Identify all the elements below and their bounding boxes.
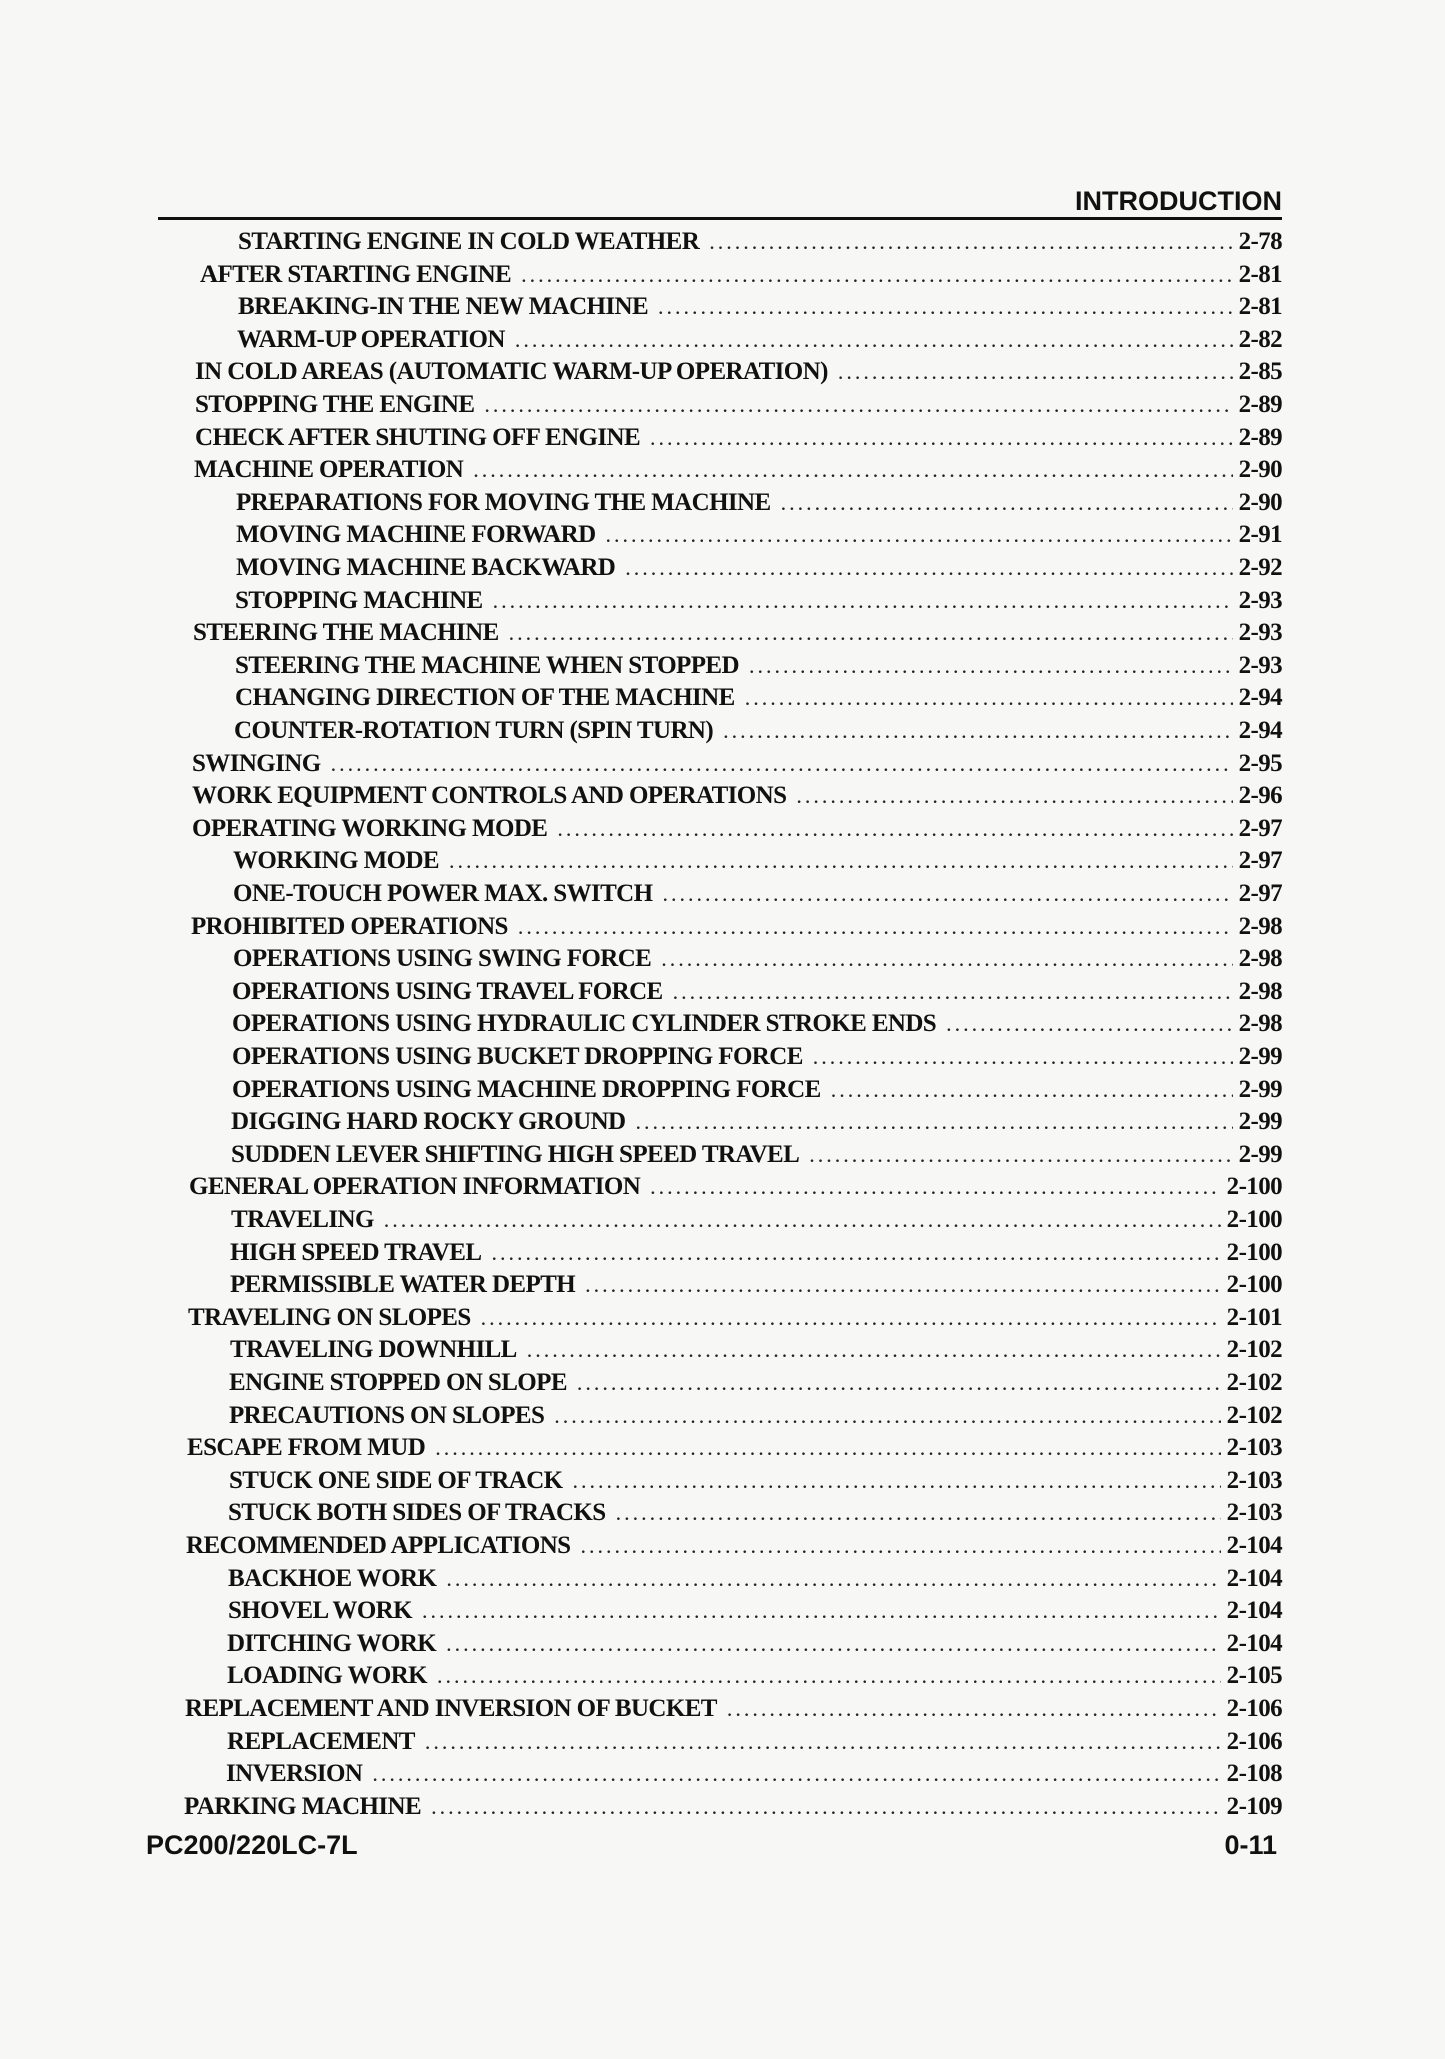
toc-leader-dots — [473, 457, 1232, 483]
toc-entry-title: ESCAPE FROM MUD — [187, 1434, 426, 1461]
toc-leader-dots — [745, 685, 1233, 711]
toc-entry-page: 2-99 — [1238, 1043, 1282, 1070]
toc-leader-dots — [481, 1305, 1221, 1331]
toc-entry — [227, 1662, 1282, 1694]
toc-entry — [236, 489, 1282, 521]
toc-entry-title: SWINGING — [192, 750, 321, 777]
toc-entry-page: 2-103 — [1226, 1467, 1282, 1494]
toc-entry — [234, 717, 1282, 749]
toc-entry — [236, 554, 1282, 586]
toc-entry-title: TRAVELING — [231, 1206, 374, 1233]
toc-leader-dots — [484, 392, 1232, 418]
toc-entry-page: 2-102 — [1226, 1369, 1282, 1396]
toc-leader-dots — [727, 1696, 1221, 1722]
toc-entry-page: 2-92 — [1238, 554, 1282, 581]
toc-entry — [227, 1728, 1282, 1760]
toc-entry — [233, 847, 1282, 879]
toc-entry — [233, 880, 1282, 912]
toc-entry-page: 2-102 — [1226, 1402, 1282, 1429]
toc-entry-title: OPERATIONS USING HYDRAULIC CYLINDER STROKE ENDS — [232, 1010, 937, 1037]
toc-leader-dots — [515, 327, 1233, 353]
toc-entry — [238, 228, 1282, 260]
toc-leader-dots — [437, 1663, 1221, 1689]
toc-entry-title: BACKHOE WORK — [228, 1565, 437, 1592]
toc-entry — [238, 293, 1282, 325]
toc-entry-page: 2-109 — [1226, 1793, 1282, 1820]
toc-entry-page: 2-98 — [1238, 913, 1282, 940]
toc-entry-page: 2-96 — [1238, 782, 1282, 809]
toc-entry-title: SHOVEL WORK — [228, 1597, 412, 1624]
footer-page-number: 0-11 — [1224, 1830, 1277, 1860]
toc-entry-title: CHANGING DIRECTION OF THE MACHINE — [235, 684, 735, 711]
toc-leader-dots — [585, 1272, 1221, 1298]
toc-entry-page: 2-89 — [1238, 424, 1282, 451]
toc-entry-page: 2-97 — [1238, 815, 1282, 842]
toc-entry-title: LOADING WORK — [227, 1662, 428, 1689]
toc-entry-page: 2-99 — [1238, 1076, 1282, 1103]
toc-entry-page: 2-108 — [1226, 1760, 1282, 1787]
toc-entry — [232, 1076, 1282, 1108]
toc-entry-title: REPLACEMENT AND INVERSION OF BUCKET — [185, 1695, 717, 1722]
toc-leader-dots — [723, 718, 1232, 744]
header-rule — [158, 217, 1282, 220]
toc-entry — [229, 1467, 1282, 1499]
toc-entry-title: STUCK BOTH SIDES OF TRACKS — [228, 1499, 606, 1526]
toc-entry — [230, 1271, 1282, 1303]
toc-entry-title: REPLACEMENT — [227, 1728, 415, 1755]
toc-entry-page: 2-100 — [1226, 1271, 1282, 1298]
toc-entry-title: TRAVELING DOWNHILL — [230, 1336, 517, 1363]
toc-leader-dots — [518, 914, 1233, 940]
toc-leader-dots — [709, 229, 1232, 255]
toc-entry-title: STARTING ENGINE IN COLD WEATHER — [238, 228, 700, 255]
toc-entry-page: 2-82 — [1238, 326, 1282, 353]
toc-entry — [184, 1793, 1282, 1825]
toc-entry — [192, 815, 1282, 847]
toc-leader-dots — [493, 588, 1233, 614]
toc-entry-title: STOPPING MACHINE — [235, 587, 483, 614]
toc-entry — [194, 456, 1282, 488]
toc-entry — [193, 619, 1282, 651]
toc-entry-page: 2-98 — [1238, 945, 1282, 972]
toc-entry-page: 2-81 — [1238, 293, 1282, 320]
toc-leader-dots — [449, 848, 1233, 874]
toc-entry — [188, 1304, 1282, 1336]
toc-entry-page: 2-98 — [1238, 1010, 1282, 1037]
toc-entry-title: OPERATIONS USING MACHINE DROPPING FORCE — [232, 1076, 821, 1103]
toc-entry-page: 2-103 — [1226, 1434, 1282, 1461]
toc-entry-page: 2-81 — [1238, 261, 1282, 288]
toc-entry-title: PERMISSIBLE WATER DEPTH — [230, 1271, 576, 1298]
toc-entry-page: 2-105 — [1226, 1662, 1282, 1689]
toc-leader-dots — [422, 1598, 1221, 1624]
toc-entry-title: BREAKING-IN THE NEW MACHINE — [238, 293, 649, 320]
toc-entry-title: WORKING MODE — [233, 847, 439, 874]
toc-entry-page: 2-104 — [1226, 1630, 1282, 1657]
toc-leader-dots — [527, 1337, 1221, 1363]
toc-leader-dots — [446, 1566, 1220, 1592]
toc-entry-page: 2-100 — [1226, 1206, 1282, 1233]
toc-entry-title: MOVING MACHINE FORWARD — [236, 521, 596, 548]
toc-entry — [228, 1597, 1282, 1629]
toc-entry-page: 2-94 — [1238, 684, 1282, 711]
toc-leader-dots — [606, 522, 1233, 548]
toc-entry-title: PARKING MACHINE — [184, 1793, 422, 1820]
toc-entry-page: 2-91 — [1238, 521, 1282, 548]
toc-entry-title: GENERAL OPERATION INFORMATION — [189, 1173, 641, 1200]
toc-entry-page: 2-100 — [1226, 1239, 1282, 1266]
toc-entry-title: OPERATIONS USING TRAVEL FORCE — [232, 978, 663, 1005]
toc-entry-page: 2-93 — [1238, 587, 1282, 614]
toc-entry-title: PREPARATIONS FOR MOVING THE MACHINE — [236, 489, 771, 516]
toc-entry-title: MACHINE OPERATION — [194, 456, 464, 483]
toc-leader-dots — [509, 620, 1233, 646]
toc-entry — [235, 652, 1282, 684]
toc-entry — [195, 424, 1282, 456]
toc-leader-dots — [431, 1794, 1221, 1820]
toc-entry-page: 2-97 — [1238, 880, 1282, 907]
toc-leader-dots — [616, 1500, 1221, 1526]
toc-leader-dots — [749, 653, 1233, 679]
toc-leader-dots — [662, 881, 1232, 907]
toc-entry — [195, 358, 1282, 390]
toc-entry-page: 2-94 — [1238, 717, 1282, 744]
toc-entry-title: RECOMMENDED APPLICATIONS — [186, 1532, 571, 1559]
toc-entry — [235, 684, 1282, 716]
toc-leader-dots — [446, 1631, 1221, 1657]
toc-entry-page: 2-93 — [1238, 619, 1282, 646]
toc-entry — [185, 1695, 1282, 1727]
toc-entry-title: PROHIBITED OPERATIONS — [191, 913, 508, 940]
toc-entry — [230, 1239, 1282, 1271]
toc-entry-title: DIGGING HARD ROCKY GROUND — [231, 1108, 626, 1135]
toc-entry-title: PRECAUTIONS ON SLOPES — [229, 1402, 545, 1429]
toc-entry-title: OPERATIONS USING BUCKET DROPPING FORCE — [232, 1043, 803, 1070]
toc-entry — [191, 913, 1282, 945]
toc-entry-page: 2-90 — [1238, 489, 1282, 516]
toc-entry — [237, 326, 1282, 358]
toc-leader-dots — [580, 1533, 1220, 1559]
toc-leader-dots — [573, 1468, 1221, 1494]
toc-leader-dots — [650, 425, 1233, 451]
toc-leader-dots — [838, 359, 1233, 385]
toc-entry-title: WORK EQUIPMENT CONTROLS AND OPERATIONS — [192, 782, 787, 809]
toc-entry-title: TRAVELING ON SLOPES — [188, 1304, 471, 1331]
toc-entry-title: SUDDEN LEVER SHIFTING HIGH SPEED TRAVEL — [231, 1141, 800, 1168]
toc-leader-dots — [557, 816, 1232, 842]
toc-entry-page: 2-95 — [1238, 750, 1282, 777]
toc-entry-title: HIGH SPEED TRAVEL — [230, 1239, 482, 1266]
toc-entry-page: 2-85 — [1238, 358, 1282, 385]
toc-leader-dots — [831, 1077, 1233, 1103]
toc-entry — [189, 1173, 1282, 1205]
toc-entry — [232, 978, 1282, 1010]
toc-entry-page: 2-104 — [1226, 1532, 1282, 1559]
toc-leader-dots — [809, 1142, 1232, 1168]
toc-leader-dots — [673, 979, 1233, 1005]
toc-leader-dots — [636, 1109, 1233, 1135]
toc-entry-title: IN COLD AREAS (AUTOMATIC WARM-UP OPERATION) — [195, 358, 828, 385]
section-header-title: INTRODUCTION — [1075, 186, 1282, 216]
toc-entry — [192, 782, 1282, 814]
toc-entry-title: STEERING THE MACHINE WHEN STOPPED — [235, 652, 739, 679]
toc-entry-page: 2-102 — [1226, 1336, 1282, 1363]
toc-entry — [229, 1402, 1282, 1434]
toc-entry-title: CHECK AFTER SHUTING OFF ENGINE — [195, 424, 641, 451]
toc-entry-title: DITCHING WORK — [227, 1630, 437, 1657]
toc-entry-page: 2-103 — [1226, 1499, 1282, 1526]
toc-leader-dots — [813, 1044, 1233, 1070]
toc-leader-dots — [435, 1435, 1220, 1461]
toc-entry-page: 2-90 — [1238, 456, 1282, 483]
toc-entry — [231, 1206, 1282, 1238]
footer-model-number: PC200/220LC-7L — [146, 1830, 358, 1860]
toc-entry-page: 2-97 — [1238, 847, 1282, 874]
toc-entry-title: STUCK ONE SIDE OF TRACK — [229, 1467, 563, 1494]
toc-entry-page: 2-99 — [1238, 1108, 1282, 1135]
toc-entry-title: WARM-UP OPERATION — [237, 326, 505, 353]
toc-entry — [186, 1532, 1282, 1564]
toc-leader-dots — [796, 783, 1232, 809]
toc-leader-dots — [661, 946, 1232, 972]
toc-leader-dots — [331, 751, 1233, 777]
toc-entry-title: ENGINE STOPPED ON SLOPE — [229, 1369, 567, 1396]
toc-entry — [236, 521, 1282, 553]
toc-leader-dots — [650, 1174, 1221, 1200]
toc-entry-page: 2-89 — [1238, 391, 1282, 418]
toc-entry — [229, 1369, 1282, 1401]
toc-leader-dots — [781, 490, 1233, 516]
toc-entry — [231, 1108, 1282, 1140]
toc-leader-dots — [946, 1011, 1232, 1037]
toc-entry-page: 2-78 — [1238, 228, 1282, 255]
toc-entry-title: STOPPING THE ENGINE — [195, 391, 475, 418]
toc-entry-page: 2-98 — [1238, 978, 1282, 1005]
toc-entry — [232, 1043, 1282, 1075]
toc-entry — [195, 391, 1282, 423]
toc-entry — [233, 945, 1282, 977]
toc-leader-dots — [491, 1240, 1220, 1266]
toc-entry — [187, 1434, 1282, 1466]
toc-entry-title: OPERATIONS USING SWING FORCE — [233, 945, 652, 972]
toc-entry — [232, 1010, 1282, 1042]
toc-entry — [228, 1499, 1282, 1531]
toc-entry-title: MOVING MACHINE BACKWARD — [236, 554, 616, 581]
toc-leader-dots — [372, 1761, 1220, 1787]
toc-entry-title: COUNTER-ROTATION TURN (SPIN TURN) — [234, 717, 714, 744]
toc-entry — [226, 1760, 1282, 1792]
toc-entry — [200, 261, 1282, 293]
toc-leader-dots — [625, 555, 1232, 581]
toc-entry-page: 2-106 — [1226, 1728, 1282, 1755]
toc-entry — [231, 1141, 1282, 1173]
toc-entry-page: 2-106 — [1226, 1695, 1282, 1722]
toc-entry — [227, 1630, 1282, 1662]
toc-entry — [228, 1565, 1282, 1597]
toc-leader-dots — [425, 1729, 1221, 1755]
toc-leader-dots — [577, 1370, 1221, 1396]
toc-entry-title: OPERATING WORKING MODE — [192, 815, 548, 842]
toc-entry-page: 2-104 — [1226, 1597, 1282, 1624]
toc-leader-dots — [521, 262, 1232, 288]
toc-entry-page: 2-100 — [1226, 1173, 1282, 1200]
toc-entry-page: 2-93 — [1238, 652, 1282, 679]
toc-entry-title: AFTER STARTING ENGINE — [200, 261, 512, 288]
toc-entry — [235, 587, 1282, 619]
toc-leader-dots — [384, 1207, 1221, 1233]
toc-entry-page: 2-99 — [1238, 1141, 1282, 1168]
toc-entry-title: INVERSION — [226, 1760, 363, 1787]
toc-entry-title: STEERING THE MACHINE — [193, 619, 499, 646]
toc-leader-dots — [658, 294, 1233, 320]
toc-entry — [230, 1336, 1282, 1368]
toc-leader-dots — [554, 1403, 1220, 1429]
toc-entry-page: 2-104 — [1226, 1565, 1282, 1592]
toc-entry-title: ONE-TOUCH POWER MAX. SWITCH — [233, 880, 653, 907]
toc-entry — [192, 750, 1282, 782]
toc-entry-page: 2-101 — [1226, 1304, 1282, 1331]
